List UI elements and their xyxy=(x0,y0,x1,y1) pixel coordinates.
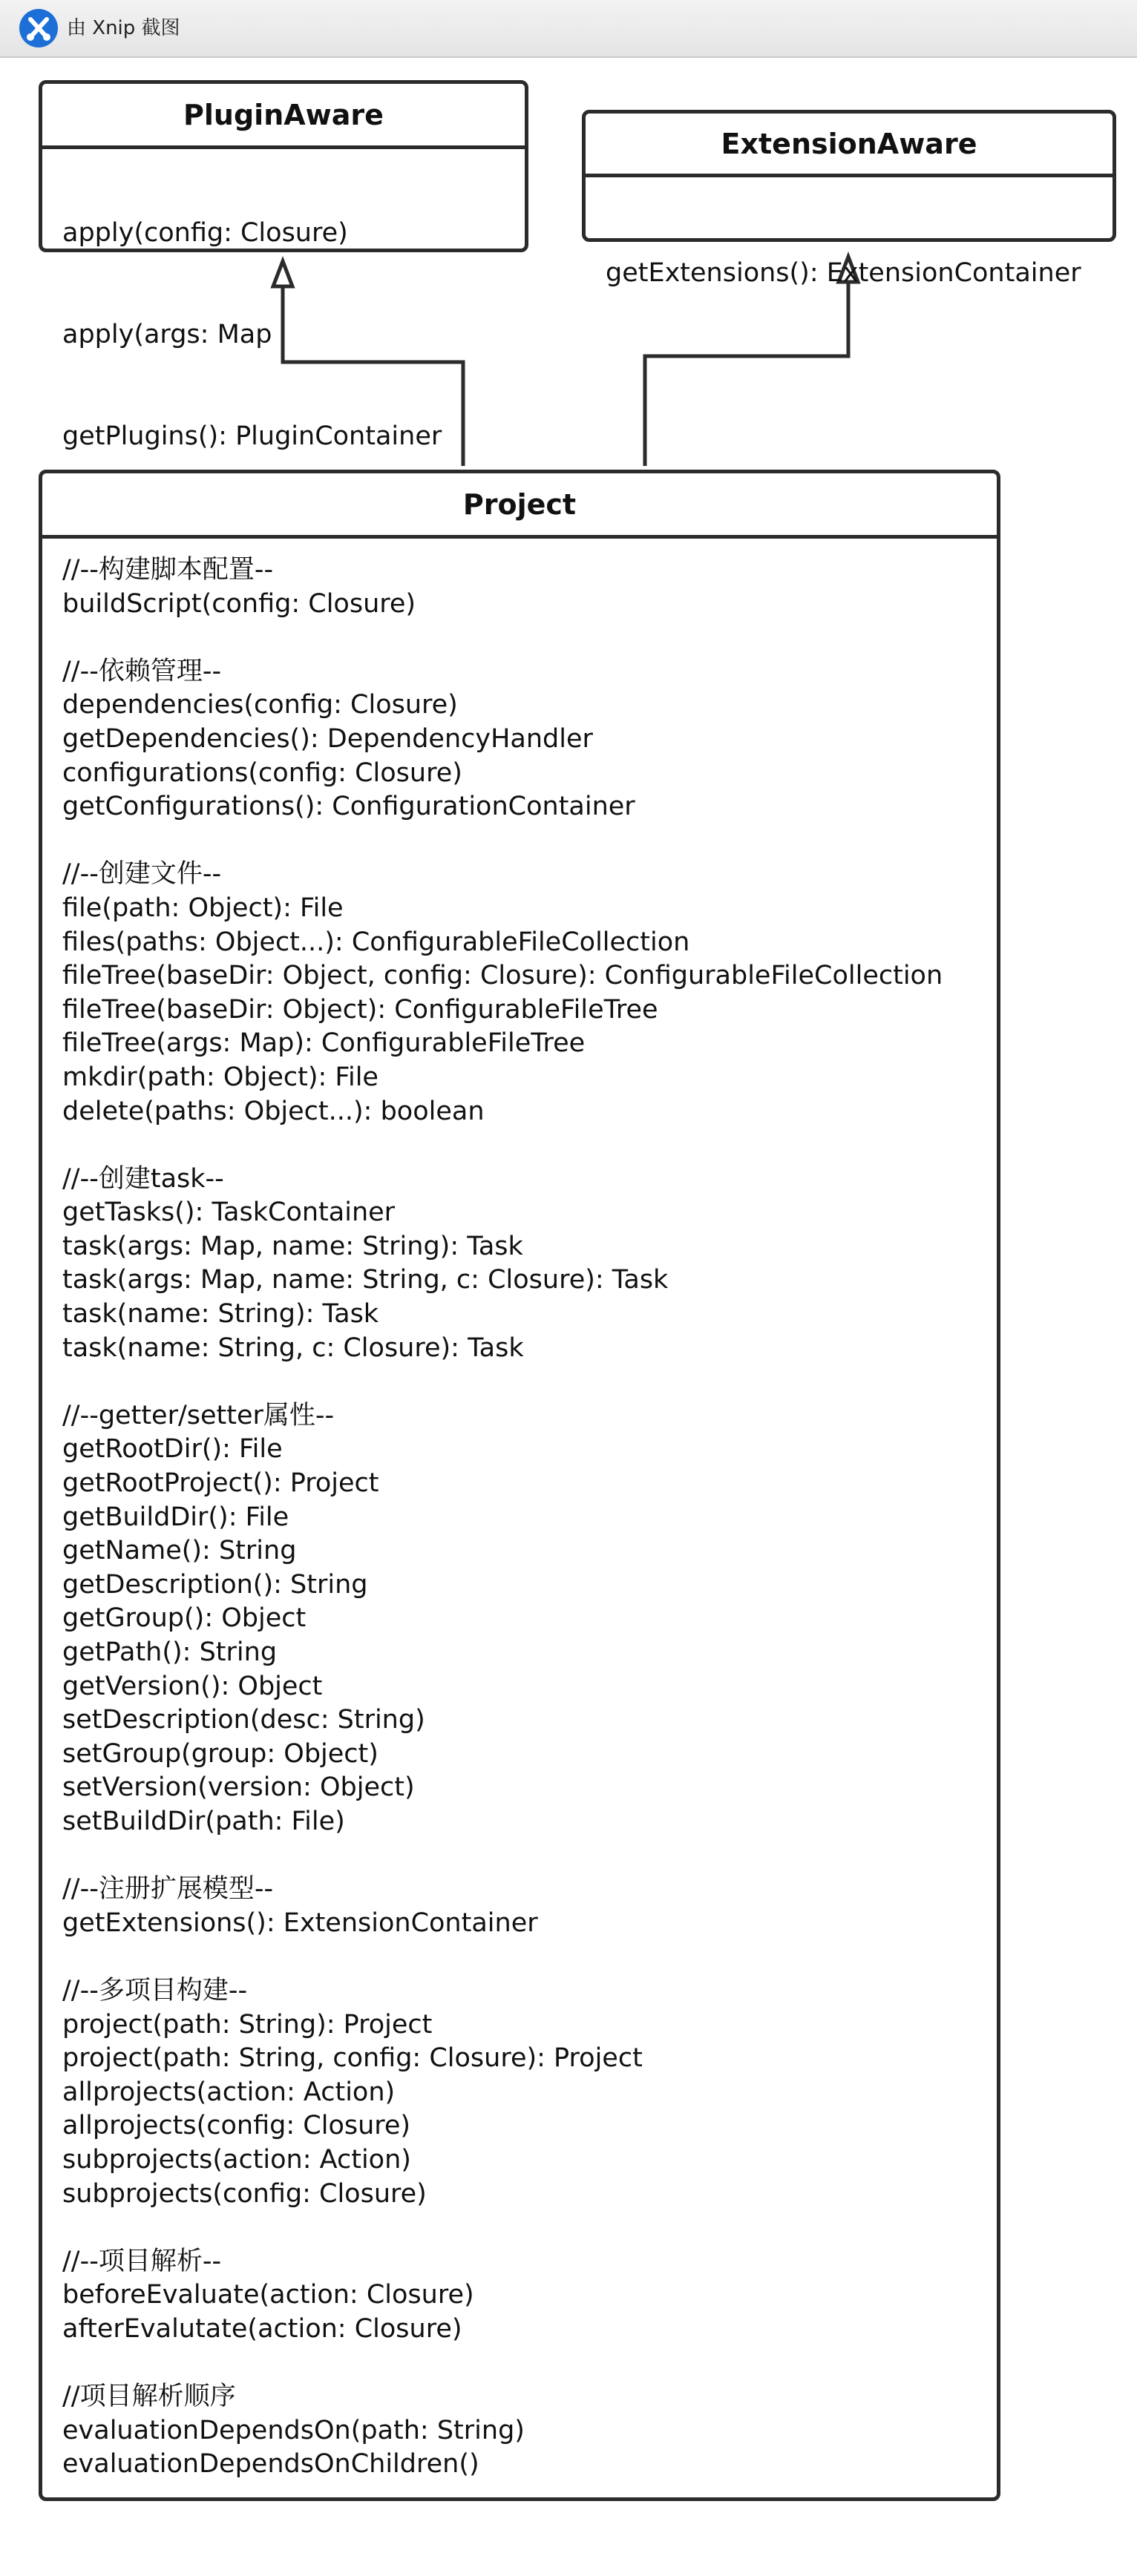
section-comment: //--getter/setter属性-- xyxy=(62,1400,335,1430)
section-comment: //--依赖管理-- xyxy=(62,656,222,686)
member: setVersion(version: Object) xyxy=(62,1772,415,1803)
member: fileTree(args: Map): ConfigurableFileTree xyxy=(62,1028,586,1059)
member: getExtensions(): ExtensionContainer xyxy=(606,258,1081,289)
member: getGroup(): Object xyxy=(62,1603,307,1634)
member: allprojects(config: Closure) xyxy=(62,2111,411,2141)
class-project xyxy=(39,470,1000,2501)
member-spacer xyxy=(62,1365,997,1399)
member: getBuildDir(): File xyxy=(62,1502,289,1532)
member: file(path: Object): File xyxy=(62,893,344,923)
member: task(args: Map, name: String, c: Closure): Task xyxy=(62,1265,669,1295)
member: getVersion(): Object xyxy=(62,1671,323,1701)
section-comment: //--构建脚本配置-- xyxy=(62,555,274,585)
member: task(name: String): Task xyxy=(62,1299,379,1330)
member: setBuildDir(path: File) xyxy=(62,1806,345,1836)
member-spacer xyxy=(62,621,997,655)
member: buildScript(config: Closure) xyxy=(62,588,416,619)
member: apply(args: Map xyxy=(62,319,272,349)
section-comment: //--创建task-- xyxy=(62,1163,224,1194)
member-spacer xyxy=(62,1839,997,1873)
member-spacer xyxy=(62,824,997,858)
member: getRootProject(): Project xyxy=(62,1468,379,1499)
section-comment: //--创建文件-- xyxy=(62,859,222,890)
class-name: Project xyxy=(42,473,997,539)
member: fileTree(baseDir: Object): ConfigurableFileTree xyxy=(62,994,658,1025)
class-name: ExtensionAware xyxy=(586,114,1113,177)
member: configurations(config: Closure) xyxy=(62,758,462,788)
member: task(name: String, c: Closure): Task xyxy=(62,1333,524,1363)
member: getDescription(): String xyxy=(62,1569,368,1600)
member: getExtensions(): ExtensionContainer xyxy=(62,1908,538,1938)
member-spacer xyxy=(62,1940,997,1974)
member: beforeEvaluate(action: Closure) xyxy=(62,2280,474,2310)
member: getConfigurations(): ConfigurationContainer xyxy=(62,792,635,822)
member: getTasks(): TaskContainer xyxy=(62,1197,396,1228)
class-extensionaware xyxy=(582,110,1116,289)
member: fileTree(baseDir: Object, config: Closure): ConfigurableFileCollection xyxy=(62,961,943,991)
class-members xyxy=(586,177,1113,358)
member: allprojects(action: Action) xyxy=(62,2077,396,2107)
member-spacer xyxy=(62,2346,997,2380)
class-pluginaware xyxy=(39,80,528,451)
section-comment: //--注册扩展模型-- xyxy=(62,1874,274,1905)
member: setGroup(group: Object) xyxy=(62,1738,379,1769)
section-comment: //--项目解析-- xyxy=(62,2246,222,2276)
member: project(path: String, config: Closure): Project xyxy=(62,2043,643,2074)
member: getName(): String xyxy=(62,1536,297,1566)
member: afterEvalutate(action: Closure) xyxy=(62,2313,462,2344)
member: subprojects(config: Closure) xyxy=(62,2178,427,2209)
section-comment: //--多项目构建-- xyxy=(62,1975,248,2005)
member-spacer xyxy=(62,2211,997,2245)
member: files(paths: Object...): ConfigurableFileCollection xyxy=(62,927,690,957)
member: subprojects(action: Action) xyxy=(62,2144,411,2175)
member: evaluationDependsOnChildren() xyxy=(62,2449,479,2480)
member: evaluationDependsOn(path: String) xyxy=(62,2415,525,2445)
member: dependencies(config: Closure) xyxy=(62,690,458,720)
class-members xyxy=(42,149,525,522)
member: getRootDir(): File xyxy=(62,1434,283,1465)
member-spacer xyxy=(62,1128,997,1163)
member: getDependencies(): DependencyHandler xyxy=(62,723,593,754)
member: delete(paths: Object...): boolean xyxy=(62,1096,485,1126)
member: getPlugins(): PluginContainer xyxy=(62,421,442,451)
class-name: PluginAware xyxy=(42,84,525,149)
member: task(args: Map, name: String): Task xyxy=(62,1231,523,1261)
class-members xyxy=(42,539,997,2482)
member: getPath(): String xyxy=(62,1637,278,1667)
member: project(path: String): Project xyxy=(62,2009,433,2040)
member: mkdir(path: Object): File xyxy=(62,1062,379,1092)
window-title: 由 Xnip 截图 xyxy=(67,17,180,39)
member: apply(config: Closure) xyxy=(62,218,348,249)
member: setDescription(desc: String) xyxy=(62,1705,425,1735)
section-comment: //项目解析顺序 xyxy=(62,2382,236,2412)
